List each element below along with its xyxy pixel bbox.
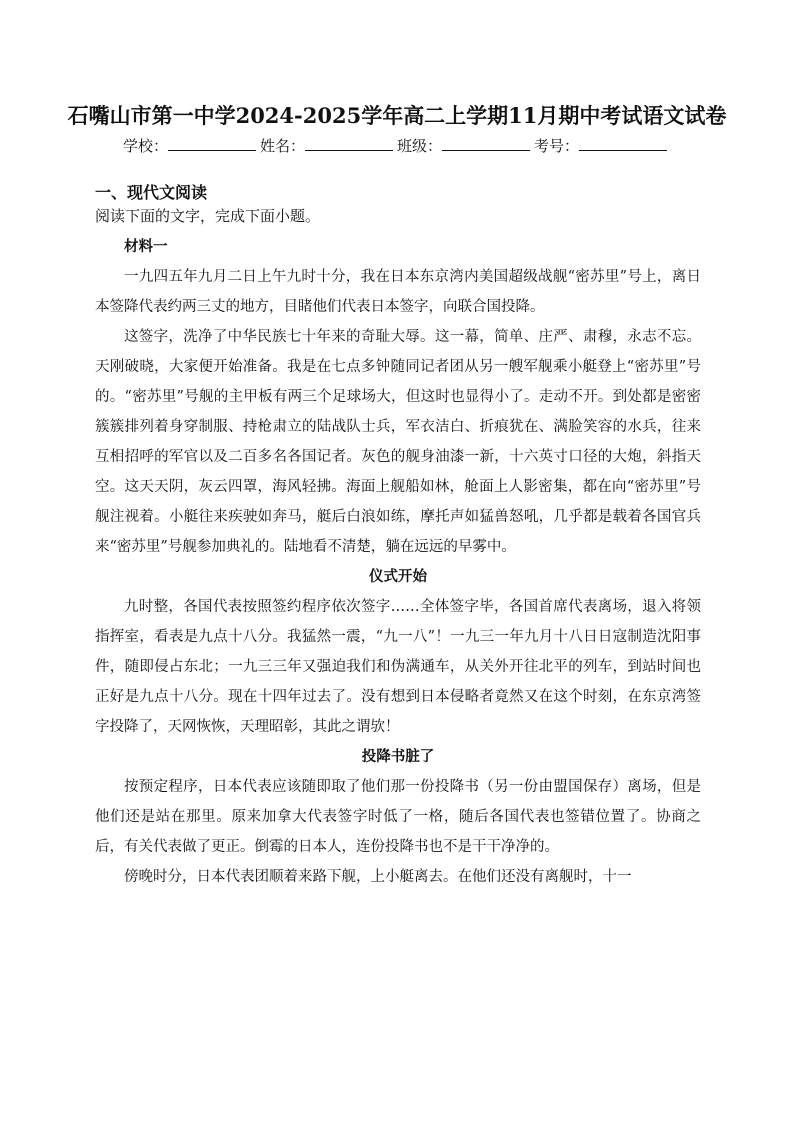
- paragraph-3: 九时整，各国代表按照签约程序依次签字……全体签字毕，各国首席代表离场，退入将领指挥室，看表是九点十八分。我猛然一震，“九一八”！一九三一年九月十八日日寇制造沈阳事件，随即侵占东北；一九三三年又强迫我们和伪满通车，从关外开往北平的列车，到站时间也正好是九点十八分。现在十四年过去了。没有想到日本侵略者竟然又在这个时刻，在东京湾签字投降了，天网恢恢，天理昭彰，其此之谓欤！: [95, 599, 701, 735]
- class-blank[interactable]: [442, 136, 530, 151]
- paragraph-5: 傍晚时分，日本代表团顺着来路下舰，上小艇离去。在他们还没有离舰时，十一: [124, 869, 632, 885]
- paragraph-2: 这签字，洗净了中华民族七十年来的奇耻大辱。这一幕，简单、庄严、肃穆，永志不忘。天刚破晓，大家便开始准备。我是在七点多钟随同记者团从另一艘军舰乘小艇登上“密苏里”号的。“密苏里”号舰的主甲板有两三个足球场大，但这时也显得小了。走动不开。到处都是密密簇簇排列着身穿制服、持枪肃立的陆战队士兵，军衣洁白、折痕犹在、满脸笑容的水兵，往来互相招呼的军官以及二百多名各国记者。灰色的舰身油漆一新，十六英寸口径的大炮，斜指天空。这天天阴，灰云四罩，海风轻拂。海面上舰船如林，舱面上人影密集，都在向“密苏里”号舰注视着。小艇往来疾驶如奔马，艇后白浪如练，摩托声如猛兽怒吼，几乎都是载着各国官兵来“密苏里”号舰参加典礼的。陆地看不清楚，躺在远远的早雾中。: [95, 329, 701, 555]
- student-info-line: [0, 135, 794, 156]
- section-heading: 一、现代文阅读: [95, 183, 208, 202]
- exam-no-blank[interactable]: [579, 136, 667, 151]
- school-blank[interactable]: [168, 136, 256, 151]
- paragraph-4: 按预定程序，日本代表应该随即取了他们那一份投降书（另一份由盟国保存）离场，但是他们还是站在那里。原来加拿大代表签字时低了一格，随后各国代表也签错位置了。协商之后，有关代表做了更正。倒霉的日本人，连份投降书也不是干干净净的。: [95, 779, 701, 855]
- page-title: 石嘴山市第一中学2024-2025学年高二上学期11月期中考试语文试卷: [67, 103, 727, 128]
- reading-material: [95, 232, 701, 892]
- paragraph-1: 一九四五年九月二日上午九时十分，我在日本东京湾内美国超级战舰“密苏里”号上，离日本签降代表约两三丈的地方，目睹他们代表日本签字，向联合国投降。: [95, 269, 701, 315]
- name-label: 姓名：: [259, 137, 305, 155]
- exam-no-label: 考号：: [534, 137, 580, 155]
- class-label: 班级：: [397, 137, 443, 155]
- instruction-text: 阅读下面的文字，完成下面小题。: [95, 207, 321, 225]
- subheading-surrender-document: 投降书脏了: [361, 748, 435, 765]
- name-blank[interactable]: [305, 136, 393, 151]
- school-label: 学校：: [122, 137, 168, 155]
- material-label: 材料一: [124, 238, 168, 255]
- subheading-ceremony: 仪式开始: [369, 568, 427, 585]
